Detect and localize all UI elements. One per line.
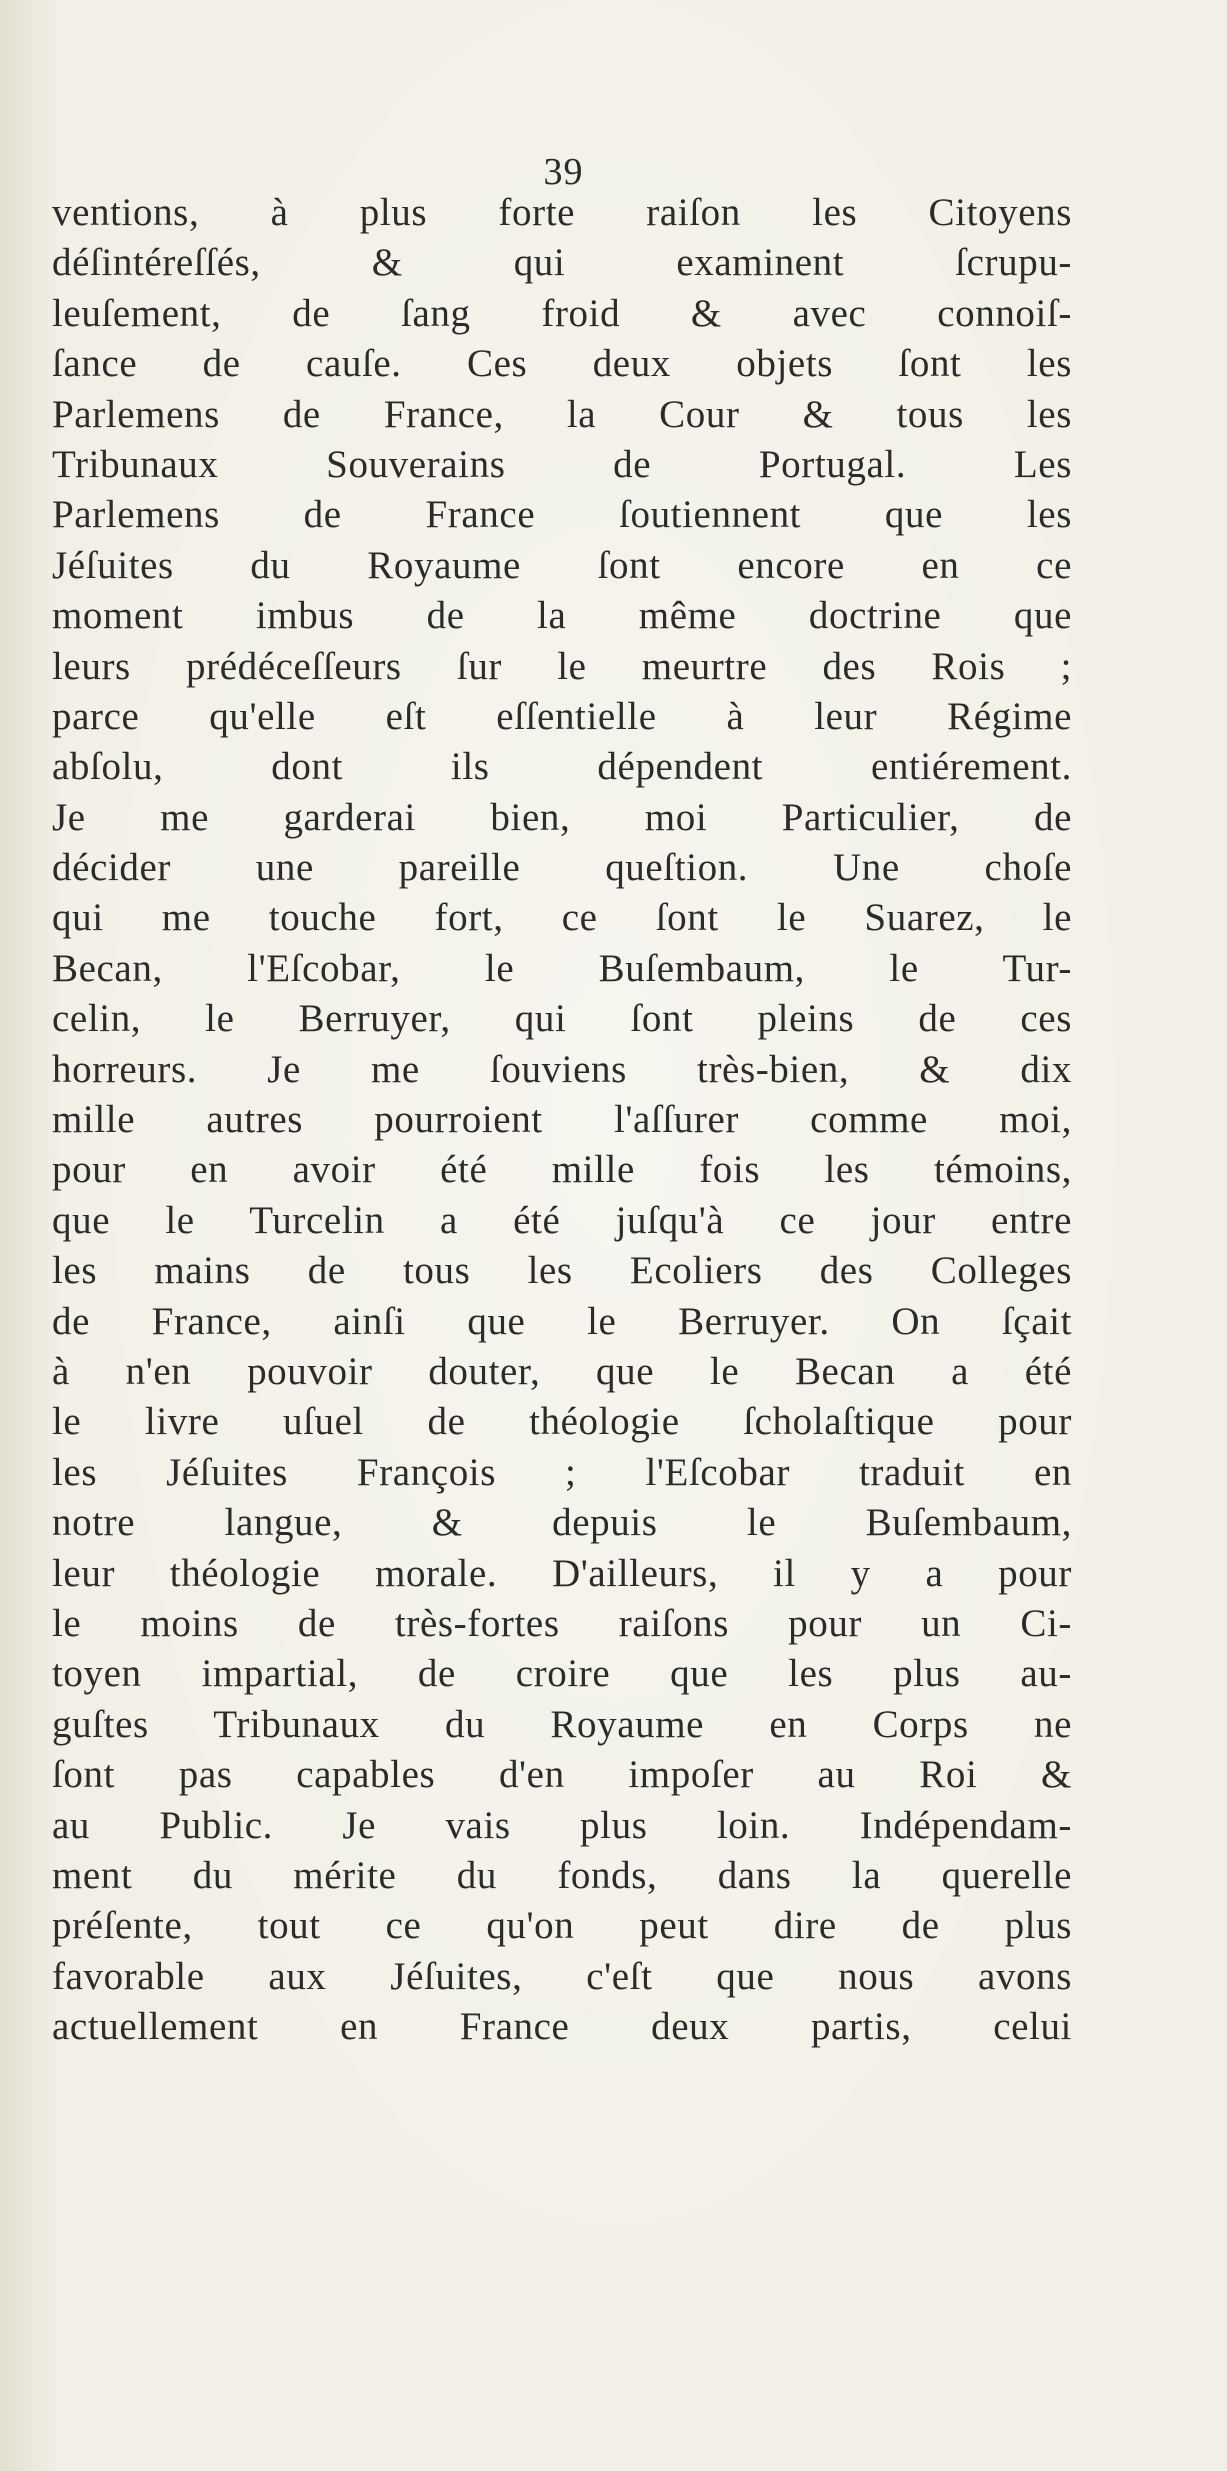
text-line-29: le moins de très-fortes raiſons pour un Ci-	[52, 1601, 1072, 1645]
text-line-17: celin, le Berruyer, qui ſont pleins de ces	[52, 997, 1072, 1041]
text-line-30: toyen impartial, de croire que les plus au-	[52, 1652, 1072, 1696]
text-line-23: de France, ainſi que le Berruyer. On ſçait	[52, 1299, 1072, 1343]
body-text	[52, 188, 1072, 2052]
text-line-20: pour en avoir été mille fois les témoins,	[52, 1148, 1072, 1192]
text-line-2: déſintéreſſés, & qui examinent ſcrupu-	[52, 241, 1072, 285]
text-line-27: notre langue, & depuis le Buſembaum,	[52, 1501, 1072, 1545]
text-line-9: moment imbus de la même doctrine que	[52, 594, 1072, 638]
text-line-3: leuſement, de ſang froid & avec connoiſ-	[52, 291, 1072, 335]
text-line-14: décider une pareille queſtion. Une choſe	[52, 846, 1072, 890]
text-line-28: leur théologie morale. D'ailleurs, il y a pour	[52, 1551, 1072, 1595]
text-line-8: Jéſuites du Royaume ſont encore en ce	[52, 543, 1072, 587]
text-line-4: ſance de cauſe. Ces deux objets ſont les	[52, 342, 1072, 386]
text-line-21: que le Turcelin a été juſqu'à ce jour entre	[52, 1198, 1072, 1242]
text-line-26: les Jéſuites François ; l'Eſcobar traduit en	[52, 1450, 1072, 1494]
text-line-10: leurs prédéceſſeurs ſur le meurtre des Rois ;	[52, 644, 1072, 688]
text-line-37: actuellement en France deux partis, celui	[52, 2005, 1072, 2049]
text-line-25: le livre uſuel de théologie ſcholaſtique pour	[52, 1400, 1072, 1444]
text-line-15: qui me touche fort, ce ſont le Suarez, le	[52, 896, 1072, 940]
text-line-5: Parlemens de France, la Cour & tous les	[52, 392, 1072, 436]
text-line-36: favorable aux Jéſuites, c'eſt que nous avons	[52, 1954, 1072, 1998]
text-line-18: horreurs. Je me ſouviens très-bien, & dix	[52, 1047, 1072, 1091]
text-line-32: ſont pas capables d'en impoſer au Roi &	[52, 1753, 1072, 1797]
text-line-12: abſolu, dont ils dépendent entiérement.	[52, 745, 1072, 789]
text-line-7: Parlemens de France ſoutiennent que les	[52, 493, 1072, 537]
text-line-1: ventions, à plus forte raiſon les Citoyens	[52, 191, 1072, 234]
text-line-35: préſente, tout ce qu'on peut dire de plus	[52, 1904, 1072, 1948]
text-line-33: au Public. Je vais plus loin. Indépendam-	[52, 1803, 1072, 1847]
text-line-24: à n'en pouvoir douter, que le Becan a été	[52, 1349, 1072, 1393]
text-line-22: les mains de tous les Ecoliers des Colleges	[52, 1249, 1072, 1293]
text-line-13: Je me garderai bien, moi Particulier, de	[52, 795, 1072, 839]
text-line-19: mille autres pourroient l'aſſurer comme moi,	[52, 1098, 1072, 1142]
text-line-16: Becan, l'Eſcobar, le Buſembaum, le Tur-	[52, 946, 1072, 990]
text-line-11: parce qu'elle eſt eſſentielle à leur Régime	[52, 694, 1072, 738]
text-line-6: Tribunaux Souverains de Portugal. Les	[52, 442, 1072, 486]
text-line-34: ment du mérite du fonds, dans la querelle	[52, 1853, 1072, 1897]
text-line-31: guſtes Tribunaux du Royaume en Corps ne	[52, 1702, 1072, 1746]
page-number: 39	[543, 151, 584, 193]
